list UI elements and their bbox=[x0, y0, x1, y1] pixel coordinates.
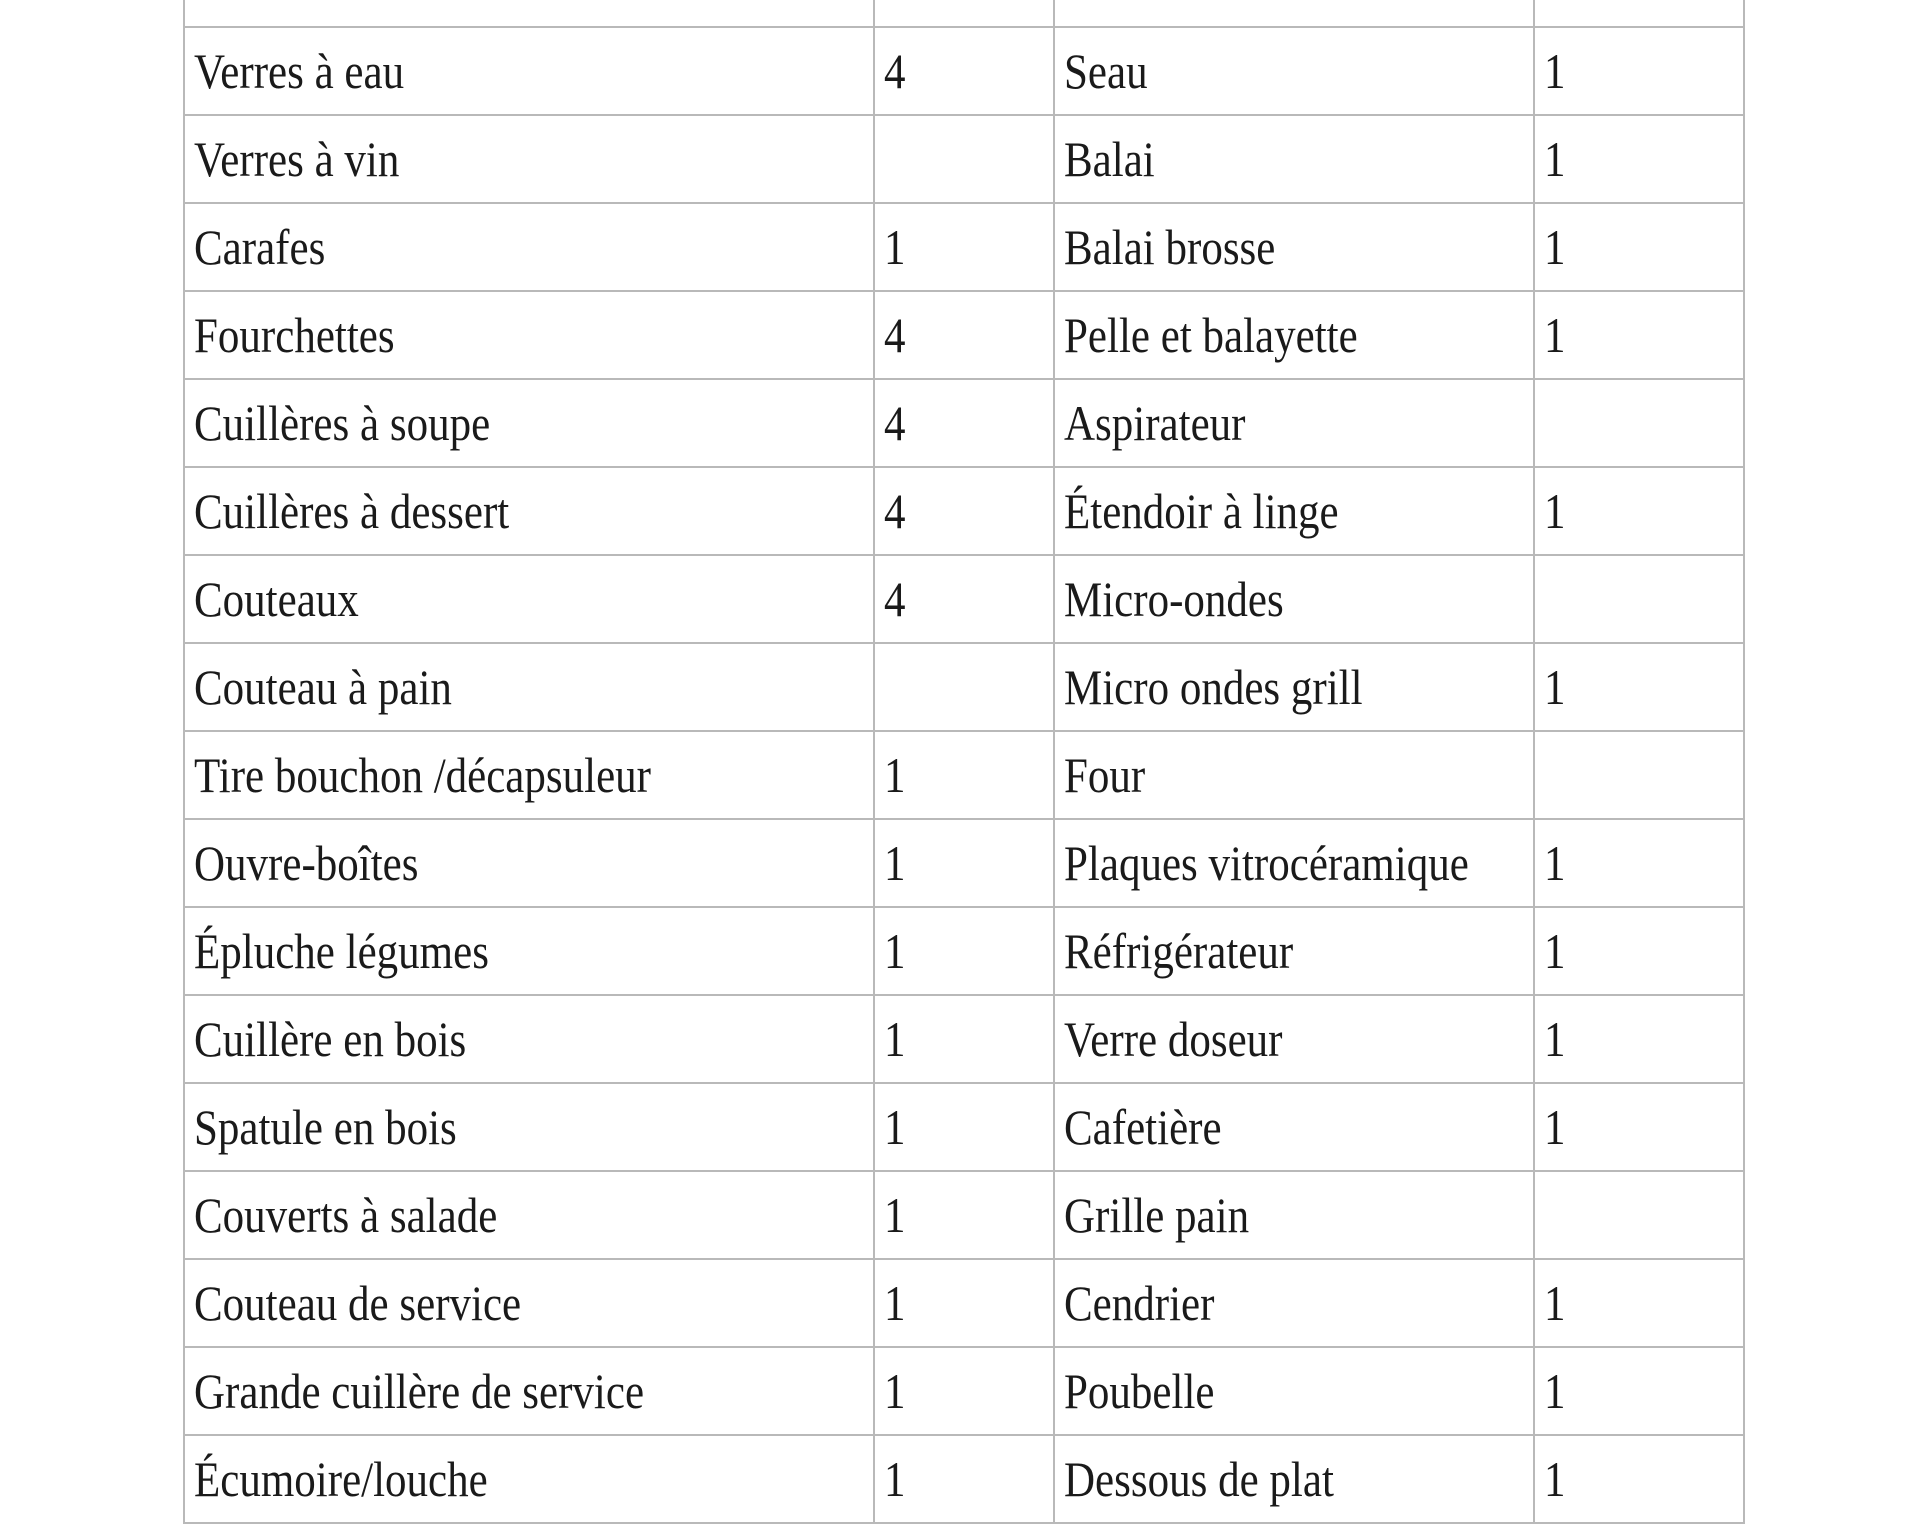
quantity-cell bbox=[874, 203, 1054, 291]
item-name-text: Micro ondes grill bbox=[1064, 659, 1363, 715]
quantity-text: 4 bbox=[884, 395, 906, 451]
quantity-cell bbox=[874, 1171, 1054, 1259]
item-name-text: Seau bbox=[1064, 43, 1148, 99]
quantity-cell bbox=[874, 907, 1054, 995]
quantity-cell bbox=[874, 731, 1054, 819]
quantity-cell bbox=[874, 467, 1054, 555]
table-row bbox=[184, 1171, 1744, 1259]
quantity-cell bbox=[1534, 555, 1744, 643]
quantity-text: 4 bbox=[884, 43, 906, 99]
quantity-text: 1 bbox=[1544, 131, 1566, 187]
item-name-cell bbox=[184, 1083, 874, 1171]
quantity-text: 1 bbox=[884, 1187, 906, 1243]
item-name-cell bbox=[184, 203, 874, 291]
quantity-text: 1 bbox=[1544, 1451, 1566, 1507]
quantity-text: 1 bbox=[1544, 1363, 1566, 1419]
quantity-cell bbox=[1534, 203, 1744, 291]
quantity-cell bbox=[874, 1083, 1054, 1171]
quantity-cell bbox=[874, 643, 1054, 731]
quantity-cell bbox=[874, 555, 1054, 643]
item-name-cell bbox=[1054, 1259, 1534, 1347]
item-name-cell bbox=[1054, 1171, 1534, 1259]
item-name-text: Micro-ondes bbox=[1064, 571, 1284, 627]
quantity-cell bbox=[874, 115, 1054, 203]
item-name-cell bbox=[184, 995, 874, 1083]
item-name-cell bbox=[184, 27, 874, 115]
item-name-text: Épluche légumes bbox=[194, 923, 489, 979]
quantity-text: 1 bbox=[1544, 1099, 1566, 1155]
quantity-text: 1 bbox=[884, 1451, 906, 1507]
item-name-text: Écumoire/louche bbox=[194, 1451, 488, 1507]
item-name-text: Couteau à pain bbox=[194, 659, 452, 715]
quantity-text: 1 bbox=[884, 1363, 906, 1419]
item-name-text: Cuillère en bois bbox=[194, 1011, 467, 1067]
table-row bbox=[184, 643, 1744, 731]
quantity-cell bbox=[1534, 0, 1744, 27]
item-name-text: Cuillères à soupe bbox=[194, 395, 491, 451]
item-name-text: Plaques vitrocéramique bbox=[1064, 835, 1469, 891]
quantity-cell bbox=[874, 995, 1054, 1083]
item-name-cell bbox=[184, 907, 874, 995]
table-row bbox=[184, 1435, 1744, 1523]
item-name-text: Étendoir à linge bbox=[1064, 483, 1339, 539]
quantity-text: 1 bbox=[884, 1011, 906, 1067]
inventory-table bbox=[183, 0, 1745, 1524]
item-name-cell bbox=[184, 555, 874, 643]
quantity-cell bbox=[874, 291, 1054, 379]
quantity-text: 1 bbox=[1544, 659, 1566, 715]
item-name-cell bbox=[1054, 907, 1534, 995]
item-name-cell bbox=[184, 1347, 874, 1435]
item-name-text: Ouvre-boîtes bbox=[194, 835, 419, 891]
table-row bbox=[184, 907, 1744, 995]
quantity-cell bbox=[874, 0, 1054, 27]
item-name-cell bbox=[1054, 115, 1534, 203]
item-name-cell bbox=[1054, 1435, 1534, 1523]
table-row bbox=[184, 555, 1744, 643]
item-name-text: Carafes bbox=[194, 219, 326, 275]
quantity-cell bbox=[1534, 1171, 1744, 1259]
quantity-cell bbox=[874, 819, 1054, 907]
item-name-text: Balai brosse bbox=[1064, 219, 1276, 275]
item-name-cell bbox=[1054, 643, 1534, 731]
quantity-cell bbox=[1534, 1347, 1744, 1435]
quantity-cell bbox=[874, 1347, 1054, 1435]
table-row bbox=[184, 1259, 1744, 1347]
item-name-text: Tire bouchon /décapsuleur bbox=[194, 747, 651, 803]
item-name-text: Grille pain bbox=[1064, 1187, 1250, 1243]
table-row bbox=[184, 115, 1744, 203]
quantity-text: 1 bbox=[1544, 43, 1566, 99]
item-name-text: Couverts à salade bbox=[194, 1187, 498, 1243]
item-name-cell bbox=[184, 291, 874, 379]
item-name-cell bbox=[184, 1259, 874, 1347]
item-name-text: Four bbox=[1064, 747, 1146, 803]
item-name-cell bbox=[184, 819, 874, 907]
item-name-text: Verres à vin bbox=[194, 131, 400, 187]
item-name-text: Couteau de service bbox=[194, 1275, 522, 1331]
item-name-text: Aspirateur bbox=[1064, 395, 1246, 451]
item-name-cell bbox=[1054, 291, 1534, 379]
quantity-text: 1 bbox=[884, 923, 906, 979]
item-name-text: Spatule en bois bbox=[194, 1099, 457, 1155]
item-name-text: Verres à eau bbox=[194, 43, 405, 99]
item-name-text: Cafetière bbox=[1064, 1099, 1222, 1155]
item-name-text: Pelle et balayette bbox=[1064, 307, 1358, 363]
quantity-text: 4 bbox=[884, 571, 906, 627]
table-row bbox=[184, 731, 1744, 819]
item-name-cell bbox=[184, 643, 874, 731]
quantity-cell bbox=[874, 1259, 1054, 1347]
item-name-cell bbox=[184, 1435, 874, 1523]
quantity-text: 1 bbox=[1544, 1275, 1566, 1331]
table-row bbox=[184, 995, 1744, 1083]
item-name-cell bbox=[184, 115, 874, 203]
item-name-cell bbox=[1054, 555, 1534, 643]
table-row bbox=[184, 27, 1744, 115]
table-row bbox=[184, 467, 1744, 555]
quantity-text: 1 bbox=[1544, 219, 1566, 275]
item-name-cell bbox=[184, 379, 874, 467]
quantity-text: 1 bbox=[1544, 1011, 1566, 1067]
quantity-text: 1 bbox=[884, 219, 906, 275]
item-name-cell bbox=[184, 731, 874, 819]
quantity-text: 4 bbox=[884, 483, 906, 539]
table-row bbox=[184, 291, 1744, 379]
quantity-cell bbox=[874, 27, 1054, 115]
quantity-text: 1 bbox=[1544, 483, 1566, 539]
item-name-cell bbox=[1054, 1083, 1534, 1171]
item-name-cell bbox=[1054, 0, 1534, 27]
quantity-cell bbox=[1534, 907, 1744, 995]
quantity-cell bbox=[1534, 1083, 1744, 1171]
quantity-cell bbox=[1534, 115, 1744, 203]
item-name-cell bbox=[1054, 27, 1534, 115]
item-name-cell bbox=[1054, 467, 1534, 555]
quantity-cell bbox=[1534, 291, 1744, 379]
table-row bbox=[184, 0, 1744, 27]
quantity-text: 4 bbox=[884, 307, 906, 363]
item-name-cell bbox=[1054, 995, 1534, 1083]
quantity-text: 1 bbox=[884, 747, 906, 803]
item-name-cell bbox=[184, 467, 874, 555]
item-name-text: Couteaux bbox=[194, 571, 359, 627]
quantity-cell bbox=[1534, 1259, 1744, 1347]
quantity-text: 1 bbox=[884, 1275, 906, 1331]
inventory-table-body bbox=[184, 0, 1744, 1523]
quantity-cell bbox=[1534, 643, 1744, 731]
table-row bbox=[184, 1083, 1744, 1171]
item-name-cell bbox=[1054, 203, 1534, 291]
item-name-cell bbox=[1054, 819, 1534, 907]
item-name-cell bbox=[1054, 1347, 1534, 1435]
quantity-cell bbox=[1534, 27, 1744, 115]
table-row bbox=[184, 1347, 1744, 1435]
item-name-text: Verre doseur bbox=[1064, 1011, 1283, 1067]
quantity-text: 1 bbox=[1544, 835, 1566, 891]
item-name-text: Grande cuillère de service bbox=[194, 1363, 645, 1419]
quantity-text: 1 bbox=[1544, 307, 1566, 363]
item-name-cell bbox=[1054, 731, 1534, 819]
quantity-text: 1 bbox=[884, 1099, 906, 1155]
item-name-text: Cuillères à dessert bbox=[194, 483, 510, 539]
quantity-text: 1 bbox=[1544, 923, 1566, 979]
quantity-cell bbox=[874, 1435, 1054, 1523]
quantity-cell bbox=[1534, 819, 1744, 907]
quantity-cell bbox=[1534, 1435, 1744, 1523]
table-row bbox=[184, 819, 1744, 907]
item-name-cell bbox=[184, 1171, 874, 1259]
table-row bbox=[184, 203, 1744, 291]
item-name-text: Réfrigérateur bbox=[1064, 923, 1294, 979]
quantity-cell bbox=[1534, 995, 1744, 1083]
item-name-text: Balai bbox=[1064, 131, 1155, 187]
item-name-text: Fourchettes bbox=[194, 307, 395, 363]
item-name-text: Poubelle bbox=[1064, 1363, 1215, 1419]
item-name-cell bbox=[1054, 379, 1534, 467]
quantity-cell bbox=[1534, 467, 1744, 555]
quantity-cell bbox=[1534, 731, 1744, 819]
quantity-cell bbox=[1534, 379, 1744, 467]
item-name-cell bbox=[184, 0, 874, 27]
item-name-text: Dessous de plat bbox=[1064, 1451, 1334, 1507]
table-row bbox=[184, 379, 1744, 467]
quantity-text: 1 bbox=[884, 835, 906, 891]
item-name-text: Cendrier bbox=[1064, 1275, 1215, 1331]
quantity-cell bbox=[874, 379, 1054, 467]
